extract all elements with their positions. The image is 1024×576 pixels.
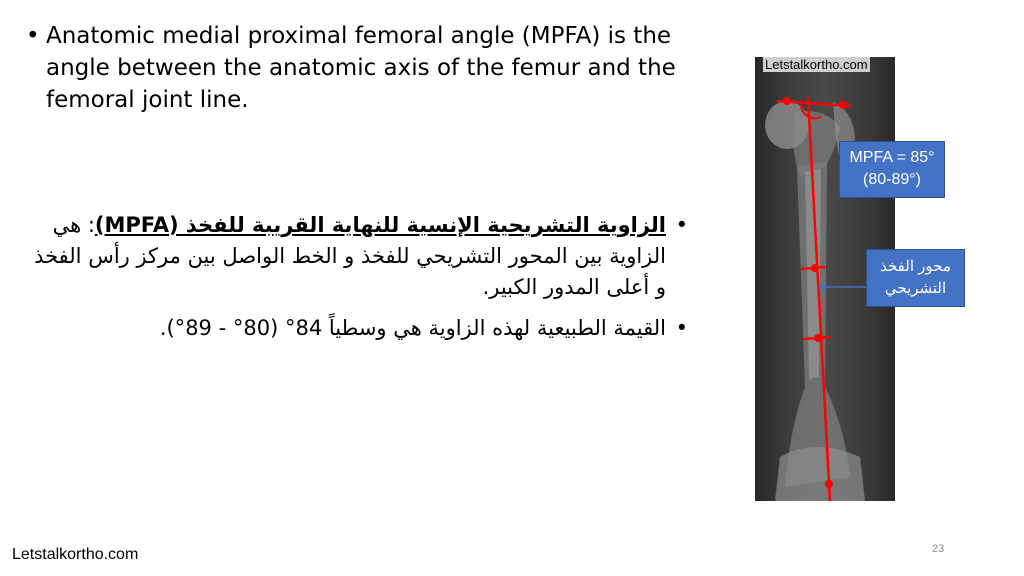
bullet-glyph: • xyxy=(26,23,40,49)
english-definition-text: Anatomic medial proximal femoral angle (MPFA) is the angle between the anatomic axis of the femur and the femoral joint line. xyxy=(46,23,676,113)
anatomic-axis-callout xyxy=(866,249,965,307)
footer-site: Letstalkortho.com xyxy=(12,546,139,563)
mpfa-value-line: MPFA = 85° xyxy=(849,149,935,166)
axis-callout-line2: التشريحي xyxy=(884,280,947,297)
axis-callout-line1: محور الفخذ xyxy=(880,258,951,275)
arabic-definition-title: الزاوية التشريحية الإنسية للنهاية القريبة للفخذ (MPFA) xyxy=(94,213,666,237)
page-number: 23 xyxy=(932,543,945,555)
arabic-definition-body: : هي الزاوية بين المحور التشريحي للفخذ و الخط الواصل بين مركز رأس الفخذ و أعلى المدور الكبير. xyxy=(34,213,666,299)
mpfa-value-callout xyxy=(839,141,945,198)
axis-arrow-head xyxy=(818,283,826,291)
image-watermark: Letstalkortho.com xyxy=(765,57,868,72)
arabic-normal-value-text: القيمة الطبيعية لهذه الزاوية هي وسطياً 84° (80° - 89°). xyxy=(159,316,666,340)
mpfa-range-line: (80-89°) xyxy=(863,171,921,188)
bullet-glyph: • xyxy=(675,213,688,237)
bullet-glyph: • xyxy=(675,316,688,340)
